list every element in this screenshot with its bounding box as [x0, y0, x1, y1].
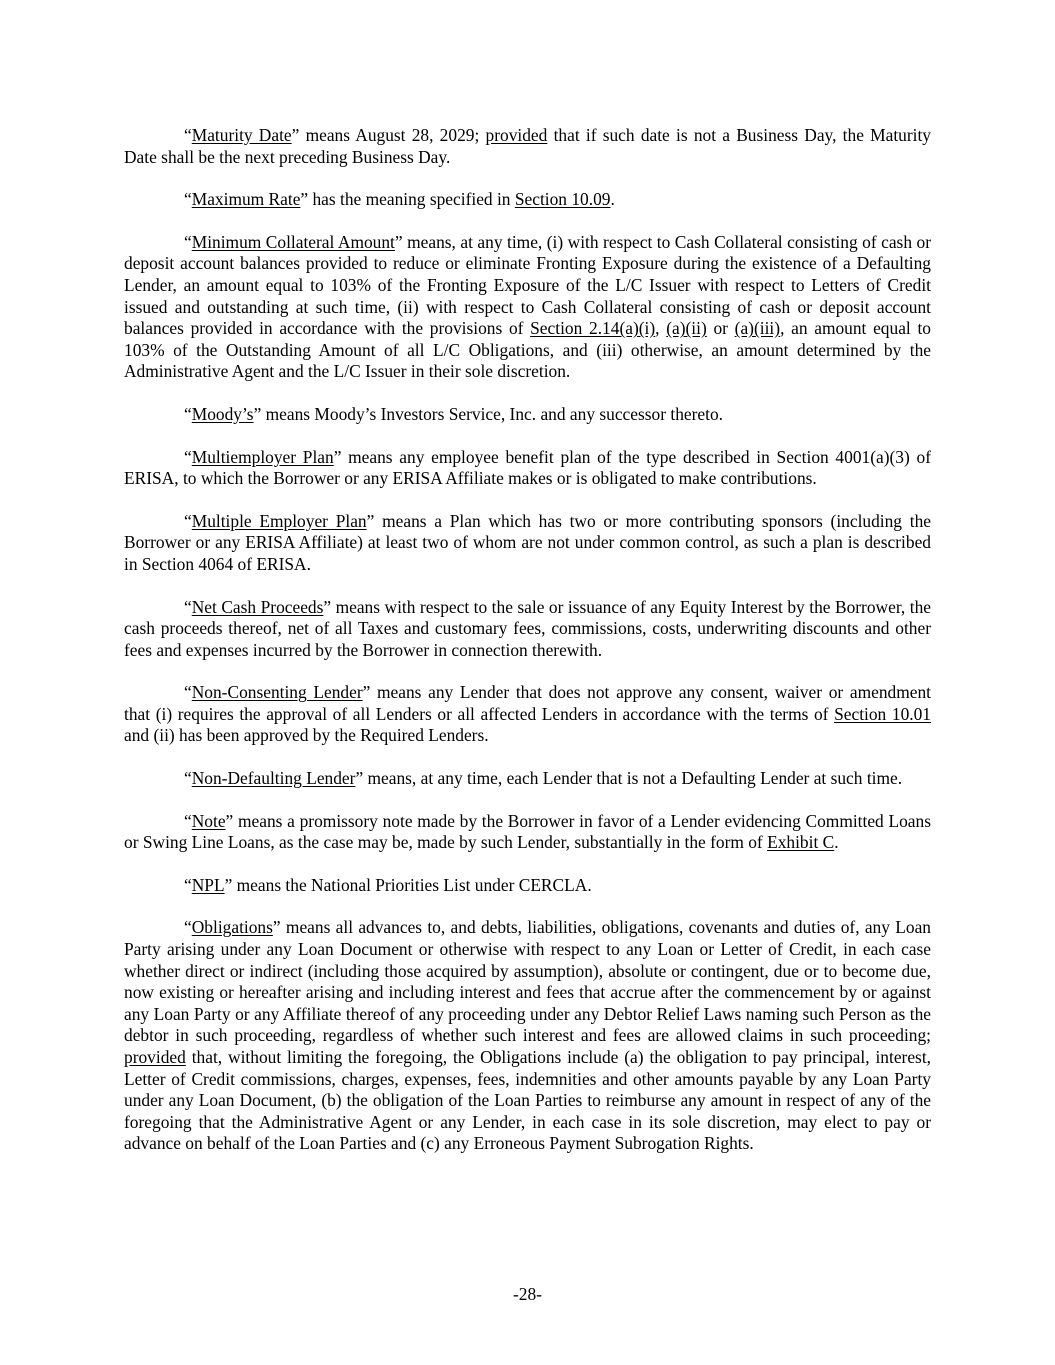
- section-reference: Section 2.14(a)(i): [530, 318, 656, 339]
- term-multiemployer-plan: Multiemployer Plan: [191, 446, 334, 467]
- definition-non-consenting-lender: “Non-Consenting Lender” means any Lender that does not approve any consent, waiver or amendment that (i) requires the approval of all Lenders or all affected Lenders in accordance with the terms of Section 10.01 and (ii) has been approved by the Required Lenders.: [124, 682, 932, 746]
- term-non-defaulting-lender: Non-Defaulting Lender: [191, 768, 356, 789]
- provided-emphasis: provided: [124, 1047, 186, 1067]
- provided-emphasis: provided: [485, 125, 548, 145]
- term-maximum-rate: Maximum Rate: [191, 189, 301, 210]
- definition-non-defaulting-lender: “Non-Defaulting Lender” means, at any time, each Lender that is not a Defaulting Lender at such time.: [184, 768, 903, 789]
- definition-moodys: “Moody’s” means Moody’s Investors Service, Inc. and any successor thereto.: [184, 403, 723, 424]
- term-net-cash-proceeds: Net Cash Proceeds: [191, 596, 324, 617]
- definition-npl: “NPL” means the National Priorities List under CERCLA.: [184, 874, 592, 895]
- term-npl: NPL: [191, 874, 225, 895]
- document-body: [124, 125, 931, 1176]
- term-non-consenting-lender: Non-Consenting Lender: [191, 682, 363, 703]
- term-maturity-date: Maturity Date: [191, 125, 292, 145]
- definition-multiemployer-plan: “Multiemployer Plan” means any employee benefit plan of the type described in Section 4001(a)(3) of ERISA, to which the Borrower or any ERISA Affiliate makes or is obligated to make contributions.: [124, 446, 931, 489]
- definition-maximum-rate: “Maximum Rate” has the meaning specified in Section 10.09.: [184, 189, 615, 210]
- definition-note: “Note” means a promissory note made by the Borrower in favor of a Lender evidencing Committed Loans or Swing Line Loans, as the case may be, made by such Lender, substantially in the form of Exhibit C.: [124, 810, 931, 853]
- term-note: Note: [191, 810, 226, 831]
- term-obligations: Obligations: [191, 917, 273, 938]
- definition-net-cash-proceeds: “Net Cash Proceeds” means with respect to the sale or issuance of any Equity Interest by the Borrower, the cash proceeds thereof, net of all Taxes and customary fees, commissions, costs, underwriting discounts and other fees and expenses incurred by the Borrower in connection therewith.: [124, 596, 931, 660]
- page-number: -28-: [513, 1284, 542, 1304]
- term-multiple-employer-plan: Multiple Employer Plan: [191, 510, 367, 531]
- section-reference: (a)(iii): [734, 318, 781, 339]
- exhibit-reference: Exhibit C: [767, 832, 835, 853]
- section-reference: Section 10.01: [834, 703, 932, 724]
- definition-obligations: “Obligations” means all advances to, and debts, liabilities, obligations, covenants and duties of, any Loan Party arising under any Loan Document or otherwise with respect to any Loan or Letter of Credit, in each case whether direct or indirect (including those acquired by assumption), absolute or contingent, due or to become due, now existing or hereafter arising and including interest and fees that accrue after the commencement by or against any Loan Party or any Affiliate thereof of any proceeding under any Debtor Relief Laws naming such Person as the debtor in such proceeding, regardless of whether such interest and fees are allowed claims in such proceeding; provided that, without limiting the foregoing, the Obligations include (a) the obligation to pay principal, interest, Letter of Credit commissions, charges, expenses, fees, indemnities and other amounts payable by any Loan Party under any Loan Document, (b) the obligation of the Loan Parties to reimburse any amount in respect of any of the foregoing that the Administrative Agent or any Lender, in each case in its sole discretion, may elect to pay or advance on behalf of the Loan Parties and (c) any Erroneous Payment Subrogation Rights.: [124, 917, 931, 1154]
- section-reference: (a)(ii): [666, 318, 707, 339]
- definition-multiple-employer-plan: “Multiple Employer Plan” means a Plan which has two or more contributing sponsors (including the Borrower or any ERISA Affiliate) at least two of whom are not under common control, as such a plan is described in Section 4064 of ERISA.: [124, 510, 932, 574]
- definition-maturity-date: “Maturity Date” means August 28, 2029; provided that if such date is not a Business Day, the Maturity Date shall be the next preceding Business Day.: [124, 125, 931, 167]
- term-minimum-collateral-amount: Minimum Collateral Amount: [191, 231, 395, 252]
- term-moodys: Moody’s: [191, 403, 254, 424]
- definition-minimum-collateral-amount: “Minimum Collateral Amount” means, at any time, (i) with respect to Cash Collateral consisting of cash or deposit account balances provided to reduce or eliminate Fronting Exposure during the existence of a Defaulting Lender, an amount equal to 103% of the Fronting Exposure of the L/C Issuer with respect to Letters of Credit issued and outstanding at such time, (ii) with respect to Cash Collateral consisting of cash or deposit account balances provided in accordance with the provisions of Section 2.14(a)(i), (a)(ii) or (a)(iii), an amount equal to 103% of the Outstanding Amount of all L/C Obligations, and (iii) otherwise, an amount determined by the Administrative Agent and the L/C Issuer in their sole discretion.: [124, 231, 931, 382]
- section-reference: Section 10.09: [514, 189, 611, 210]
